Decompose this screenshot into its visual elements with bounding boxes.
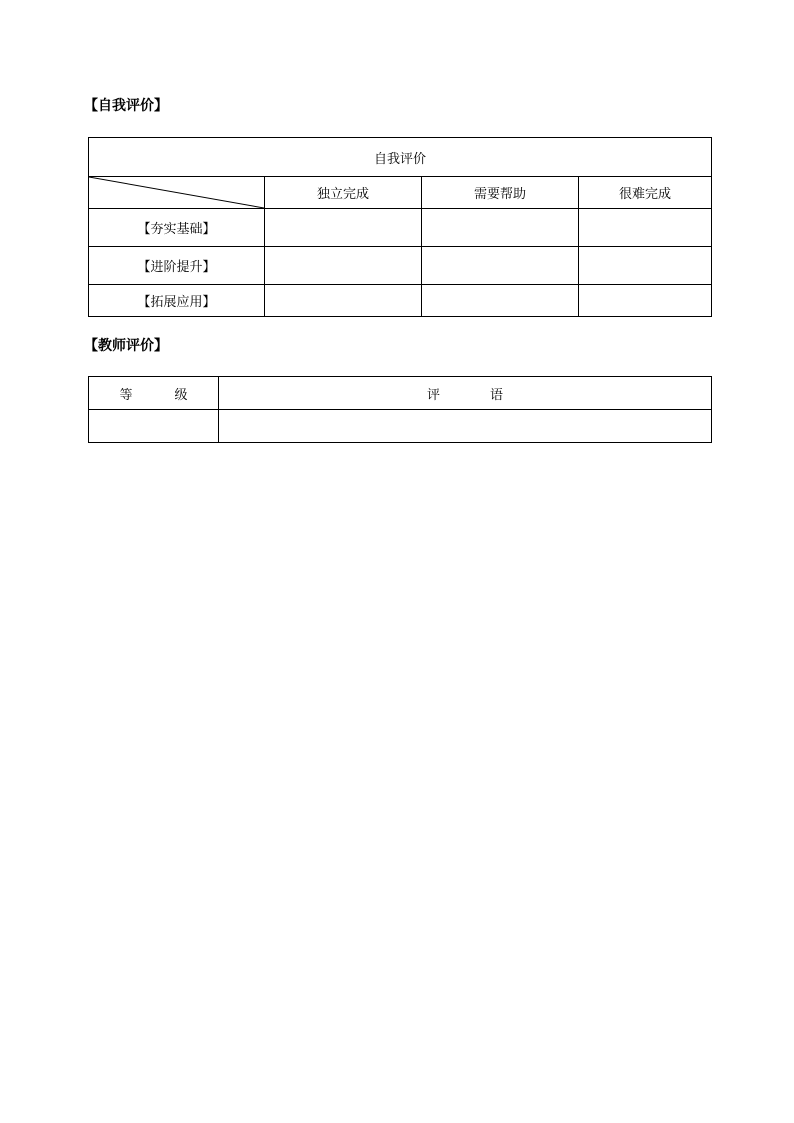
table-title: 自我评价 xyxy=(89,138,712,177)
table-row xyxy=(89,247,712,285)
evaluation-cell[interactable] xyxy=(422,247,579,285)
teacher-evaluation-heading: 【教师评价】 xyxy=(84,338,168,354)
grade-cell[interactable] xyxy=(89,410,219,443)
teacher-header-row xyxy=(89,377,712,410)
comment-header xyxy=(219,377,712,410)
comment-cell[interactable] xyxy=(219,410,712,443)
row-label-advanced: 【进阶提升】 xyxy=(89,247,265,285)
evaluation-cell[interactable] xyxy=(265,209,422,247)
grade-header xyxy=(89,377,219,410)
table-row xyxy=(89,285,712,317)
diagonal-line xyxy=(89,177,264,208)
column-header-difficult: 很难完成 xyxy=(579,177,712,209)
evaluation-cell[interactable] xyxy=(579,285,712,317)
table-header-row xyxy=(89,177,712,209)
comment-header-right: 语 xyxy=(490,387,504,403)
table-row xyxy=(89,209,712,247)
self-evaluation-heading: 【自我评价】 xyxy=(84,98,168,114)
evaluation-cell[interactable] xyxy=(422,285,579,317)
diagonal-corner-cell xyxy=(89,177,265,209)
teacher-body-row xyxy=(89,410,712,443)
comment-header-left: 评 xyxy=(426,387,440,403)
table-title-row xyxy=(89,138,712,177)
row-label-basic: 【夯实基础】 xyxy=(89,209,265,247)
evaluation-cell[interactable] xyxy=(265,285,422,317)
grade-header-right: 级 xyxy=(174,387,188,403)
column-header-need-help: 需要帮助 xyxy=(422,177,579,209)
column-header-independent: 独立完成 xyxy=(265,177,422,209)
teacher-evaluation-table xyxy=(88,376,712,443)
grade-header-left: 等 xyxy=(119,387,133,403)
evaluation-cell[interactable] xyxy=(579,209,712,247)
row-label-extension: 【拓展应用】 xyxy=(89,285,265,317)
evaluation-cell[interactable] xyxy=(422,209,579,247)
evaluation-cell[interactable] xyxy=(265,247,422,285)
self-evaluation-table xyxy=(88,137,712,317)
evaluation-cell[interactable] xyxy=(579,247,712,285)
